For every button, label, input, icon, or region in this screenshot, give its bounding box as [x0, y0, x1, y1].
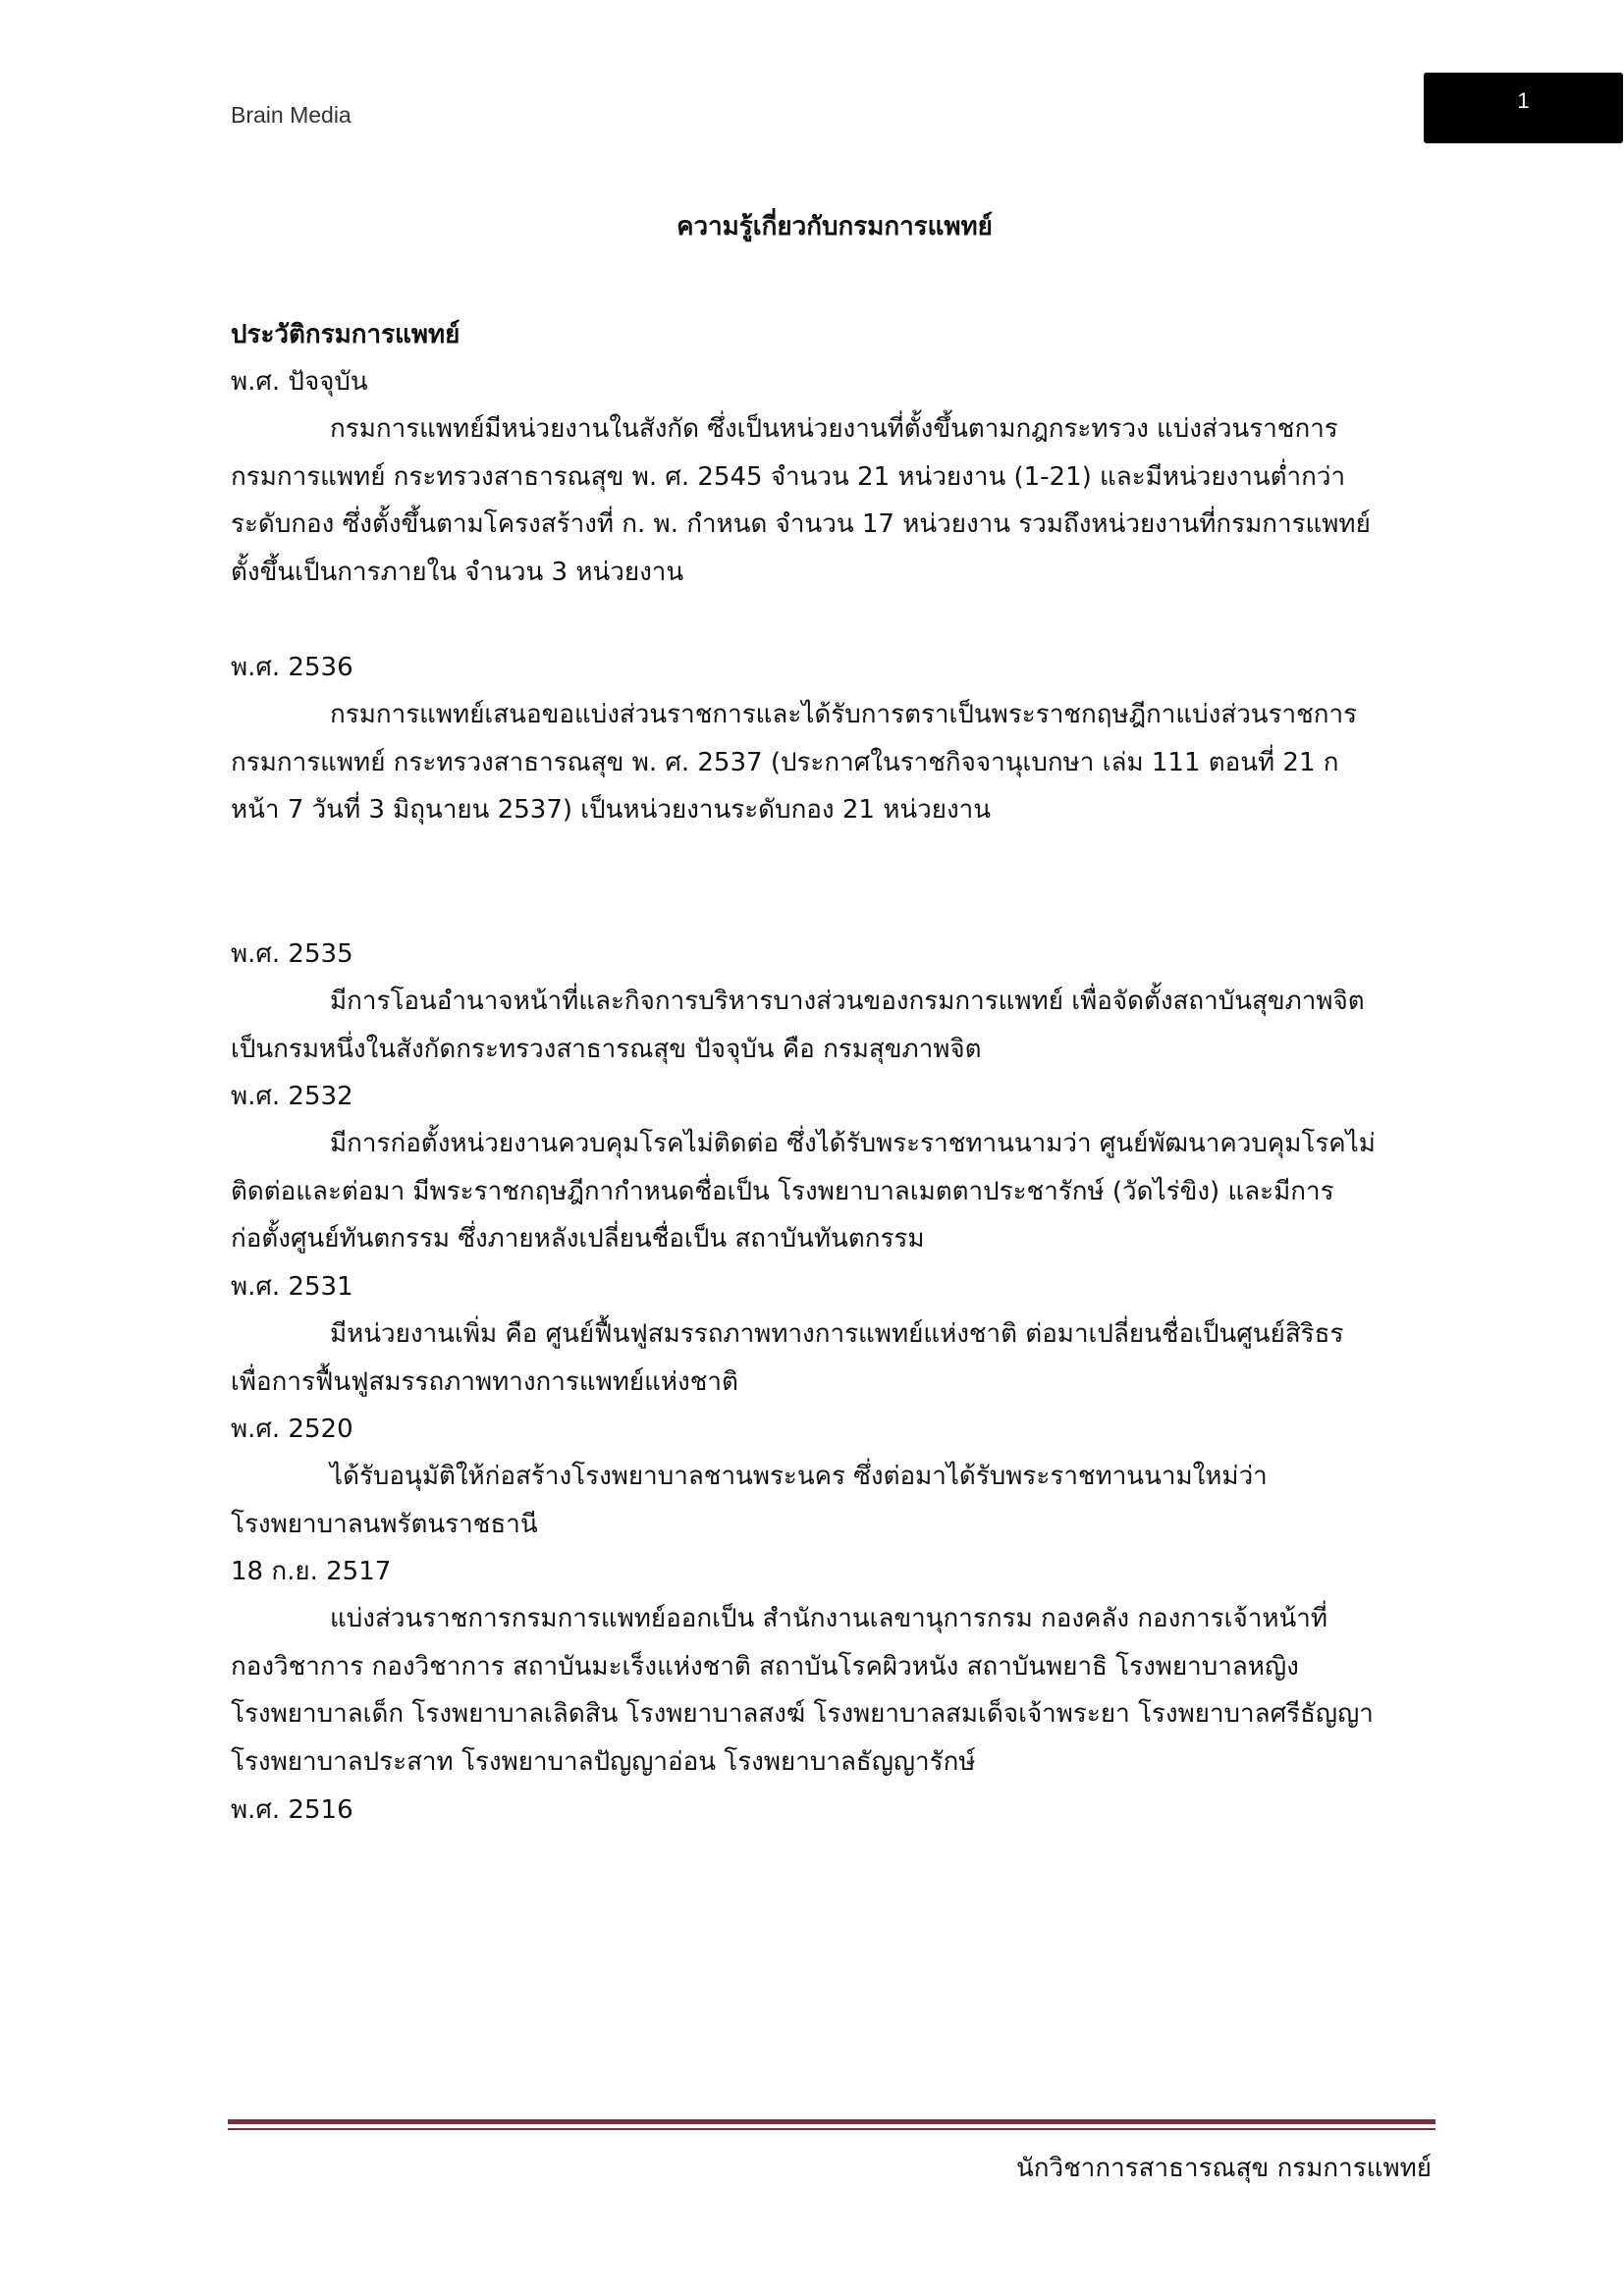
paragraph-line: กรมการแพทย์ กระทรวงสาธารณสุข พ. ศ. 2545 จำนวน 21 หน่วยงาน (1-21) และมีหน่วยงานต่ำกว่า: [231, 461, 1346, 492]
entry-year: พ.ศ. 2535: [231, 939, 353, 969]
paragraph-line: มีการโอนอำนาจหน้าที่และกิจการบริหารบางส่วนของกรมการแพทย์ เพื่อจัดตั้งสถาบันสุขภาพจิต: [330, 987, 1365, 1016]
entry-year: พ.ศ. 2520: [231, 1415, 353, 1444]
entry-year: พ.ศ. 2532: [231, 1082, 353, 1111]
paragraph-line: ได้รับอนุมัติให้ก่อสร้างโรงพยาบาลชานพระนคร ซึ่งต่อมาได้รับพระราชทานนามใหม่ว่า: [330, 1462, 1268, 1491]
entry-year: พ.ศ. 2516: [231, 1795, 353, 1825]
entry-paragraph: [231, 978, 1438, 1073]
entry-year: พ.ศ. 2531: [231, 1272, 353, 1302]
entry-paragraph: [231, 1310, 1438, 1406]
paragraph-line: มีการก่อตั้งหน่วยงานควบคุมโรคไม่ติดต่อ ซึ่งได้รับพระราชทานนามว่า ศูนย์พัฒนาควบคุมโรคไม่: [330, 1129, 1376, 1158]
entry-paragraph: [231, 1595, 1438, 1786]
section-heading: ประวัติกรมการแพทย์: [231, 320, 460, 349]
header-brand: Brain Media: [231, 102, 352, 128]
page-number: 1: [1517, 88, 1530, 113]
entry-paragraph: [231, 1453, 1438, 1548]
paragraph-line: กรมการแพทย์ กระทรวงสาธารณสุข พ. ศ. 2537 (ประกาศในราชกิจจานุเบกษา เล่ม 111 ตอนที่ 21 ก: [231, 747, 1339, 777]
entry-paragraph: [231, 405, 1438, 596]
footer-text: นักวิชาการสาธารณสุข กรมการแพทย์: [1015, 2154, 1432, 2183]
entry-paragraph: [231, 1120, 1438, 1263]
paragraph-line: กองวิชาการ กองวิชาการ สถาบันมะเร็งแห่งชาติ สถาบันโรคผิวหนัง สถาบันพยาธิ โรงพยาบาลหญิง: [231, 1651, 1299, 1682]
paragraph-line: ก่อตั้งศูนย์ทันตกรรม ซึ่งภายหลังเปลี่ยนชื่อเป็น สถาบันทันตกรรม: [231, 1224, 925, 1254]
paragraph-line: เพื่อการฟื้นฟูสมรรถภาพทางการแพทย์แห่งชาติ: [231, 1366, 738, 1397]
entry-year: 18 ก.ย. 2517: [231, 1557, 392, 1586]
paragraph-line: หน้า 7 วันที่ 3 มิถุนายน 2537) เป็นหน่วยงานระดับกอง 21 หน่วยงาน: [231, 795, 992, 825]
paragraph-line: เป็นกรมหนึ่งในสังกัดกระทรวงสาธารณสุข ปัจจุบัน คือ กรมสุขภาพจิต: [231, 1034, 982, 1064]
paragraph-line: แบ่งส่วนราชการกรมการแพทย์ออกเป็น สำนักงานเลขานุการกรม กองคลัง กองการเจ้าหน้าที่: [330, 1604, 1328, 1633]
entry-year: พ.ศ. 2536: [231, 653, 353, 682]
footer-rule-thin: [228, 2128, 1435, 2130]
footer-rule-thick: [228, 2119, 1435, 2124]
paragraph-line: ระดับกอง ซึ่งตั้งขึ้นตามโครงสร้างที่ ก. พ. กำหนด จำนวน 17 หน่วยงาน รวมถึงหน่วยงานที่กรมการแพทย์: [231, 509, 1371, 539]
page-number-box: [1424, 73, 1623, 143]
paragraph-line: ติดต่อและต่อมา มีพระราชกฤษฎีกากำหนดชื่อเป็น โรงพยาบาลเมตตาประชารักษ์ (วัดไร่ขิง) และมีการ: [231, 1176, 1334, 1206]
paragraph-line: กรมการแพทย์เสนอขอแบ่งส่วนราชการและได้รับการตราเป็นพระราชกฤษฎีกาแบ่งส่วนราชการ: [330, 700, 1358, 729]
paragraph-line: โรงพยาบาลเด็ก โรงพยาบาลเลิดสิน โรงพยาบาลสงฆ์ โรงพยาบาลสมเด็จเจ้าพระยา โรงพยาบาลศรีธัญญา: [231, 1699, 1374, 1729]
entry-year: พ.ศ. ปัจจุบัน: [231, 367, 368, 397]
entry-paragraph: [231, 691, 1438, 834]
document-title: ความรู้เกี่ยวกับกรมการแพทย์: [677, 212, 993, 241]
paragraph-line: ตั้งขึ้นเป็นการภายใน จำนวน 3 หน่วยงาน: [231, 557, 684, 587]
paragraph-line: โรงพยาบาลนพรัตนราชธานี: [231, 1509, 538, 1539]
paragraph-line: กรมการแพทย์มีหน่วยงานในสังกัด ซึ่งเป็นหน่วยงานที่ตั้งขึ้นตามกฎกระทรวง แบ่งส่วนราชการ: [330, 414, 1338, 444]
paragraph-line: โรงพยาบาลประสาท โรงพยาบาลปัญญาอ่อน โรงพยาบาลธัญญารักษ์: [231, 1746, 976, 1777]
paragraph-line: มีหน่วยงานเพิ่ม คือ ศูนย์ฟื้นฟูสมรรถภาพทางการแพทย์แห่งชาติ ต่อมาเปลี่ยนชื่อเป็นศูนย์สิริธร: [330, 1319, 1344, 1349]
